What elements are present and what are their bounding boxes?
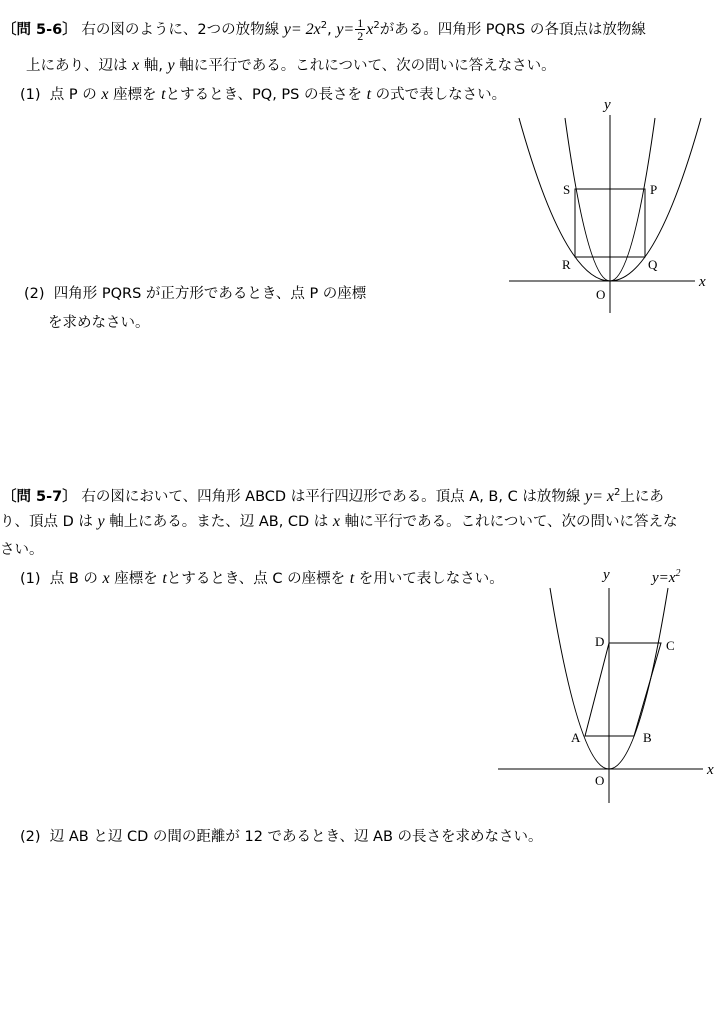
p57-intro-b: 上にあ — [620, 488, 664, 505]
p56-q1-t2: t — [366, 86, 372, 103]
p57-label-y: y — [603, 567, 610, 583]
p56-q1-d: の式で表しなさい。 — [375, 87, 507, 103]
p56-label-q: Q — [648, 257, 658, 272]
p56-line2-b: 軸, — [143, 58, 163, 74]
p57-line2-a: り、頂点 D は — [0, 514, 93, 530]
p57-line2-b: 軸上にある。また、辺 AB, CD は — [109, 514, 329, 530]
p56-line2-x: x — [132, 57, 140, 74]
p57-parallelogram-abcd — [585, 643, 661, 736]
p57-q2 — [20, 828, 543, 846]
p57-q1-d: を用いて表しなさい。 — [358, 571, 504, 587]
p56-q1-num: (1) — [20, 87, 41, 103]
p57-eq-rhs: = x — [592, 487, 614, 505]
p56-q1-b: 座標を — [113, 87, 157, 103]
p56-intro-b: がある。四角形 PQRS の各頂点は放物線 — [379, 21, 646, 38]
p56-eq1-exp: 2 — [320, 20, 328, 31]
p56-q1-a: 点 P の — [49, 87, 97, 103]
p57-line3-text: さい。 — [0, 542, 44, 558]
p56-line1 — [2, 17, 646, 42]
p56-q2-line2 — [48, 314, 150, 332]
p56-q1 — [20, 86, 506, 104]
p56-label-o: O — [596, 287, 606, 302]
p56-line2-a: 上にあり、辺は — [26, 58, 128, 74]
p56-eq2-exp: 2 — [373, 20, 380, 31]
p57-q1-c: とするとき、点 C の座標を — [166, 571, 346, 587]
p57-label-x: x — [707, 762, 714, 778]
p56-eq2-lhs: y — [336, 20, 344, 38]
p56-fraction — [355, 17, 365, 42]
p57-line2-y: y — [97, 513, 105, 530]
p57-label-a: A — [571, 730, 581, 745]
p57-line3 — [0, 541, 44, 559]
p56-label-p: P — [650, 182, 658, 197]
p57-q1-num: (1) — [20, 571, 41, 587]
p57-q1 — [20, 570, 504, 588]
p56-q1-x: x — [101, 86, 109, 103]
p57-curve-label-text: y=x — [652, 570, 676, 586]
p56-intro-a: 右の図のように、2つの放物線 — [81, 21, 280, 38]
p57-q1-t: t — [162, 570, 167, 587]
p56-label-s: S — [563, 182, 571, 197]
p57-label-c: C — [666, 638, 675, 653]
p56-sep: , — [327, 21, 332, 38]
p56-eq1-lhs: y — [283, 20, 291, 38]
p56-eq2-eq: = — [343, 20, 355, 38]
p57-line2-c: 軸に平行である。これについて、次の問いに答えな — [344, 514, 678, 530]
p57-line2-x: x — [332, 513, 341, 530]
p56-line2-c: 軸に平行である。これについて、次の問いに答えなさい。 — [179, 58, 556, 74]
p57-q1-a: 点 B の — [49, 571, 98, 587]
p56-eq1-rhs: = 2x — [290, 20, 321, 38]
p56-line2-y: y — [167, 57, 175, 74]
p57-tag: 〔問 5-7〕 — [2, 488, 77, 505]
p57-curve-label-exp: 2 — [675, 568, 681, 579]
p57-q1-t2: t — [349, 570, 355, 587]
p56-label-r: R — [562, 257, 571, 272]
p56-frac-num: 1 — [357, 16, 364, 31]
p56-q1-c: とするとき、PQ, PS の長さを — [165, 87, 362, 103]
p56-q1-t: t — [161, 86, 166, 103]
p57-label-d: D — [595, 634, 605, 649]
p57-curve-label — [650, 568, 680, 586]
p57-figure — [495, 562, 720, 807]
p57-q2-a: 辺 AB と辺 CD の間の距離が 12 であるとき、辺 AB の長さを求めなさい。 — [49, 829, 543, 845]
p57-label-b: B — [643, 730, 652, 745]
p56-q2-num: (2) — [24, 286, 45, 302]
p57-q1-b: 座標を — [114, 571, 158, 587]
p56-line2 — [26, 57, 556, 75]
p56-q2 — [24, 285, 366, 303]
p56-q2-b: を求めなさい。 — [48, 315, 150, 331]
p57-eq-lhs: y — [584, 487, 593, 505]
p56-frac-den: 2 — [357, 29, 364, 44]
p57-label-o: O — [595, 773, 605, 788]
p57-line1 — [2, 484, 664, 506]
p56-label-x: x — [699, 274, 706, 290]
p57-q2-num: (2) — [20, 829, 41, 845]
p56-eq2-var: x — [366, 20, 374, 38]
p56-tag: 〔問 5-6〕 — [2, 21, 77, 38]
p57-q1-x: x — [102, 570, 110, 587]
p57-eq-exp: 2 — [613, 487, 621, 498]
p56-label-y: y — [604, 97, 611, 113]
p57-line2 — [0, 513, 678, 531]
p57-intro-a: 右の図において、四角形 ABCD は平行四辺形である。頂点 A, B, C は放物線 — [81, 488, 581, 505]
p56-q2-a: 四角形 PQRS が正方形であるとき、点 P の座標 — [53, 286, 367, 302]
p56-figure — [505, 95, 710, 315]
